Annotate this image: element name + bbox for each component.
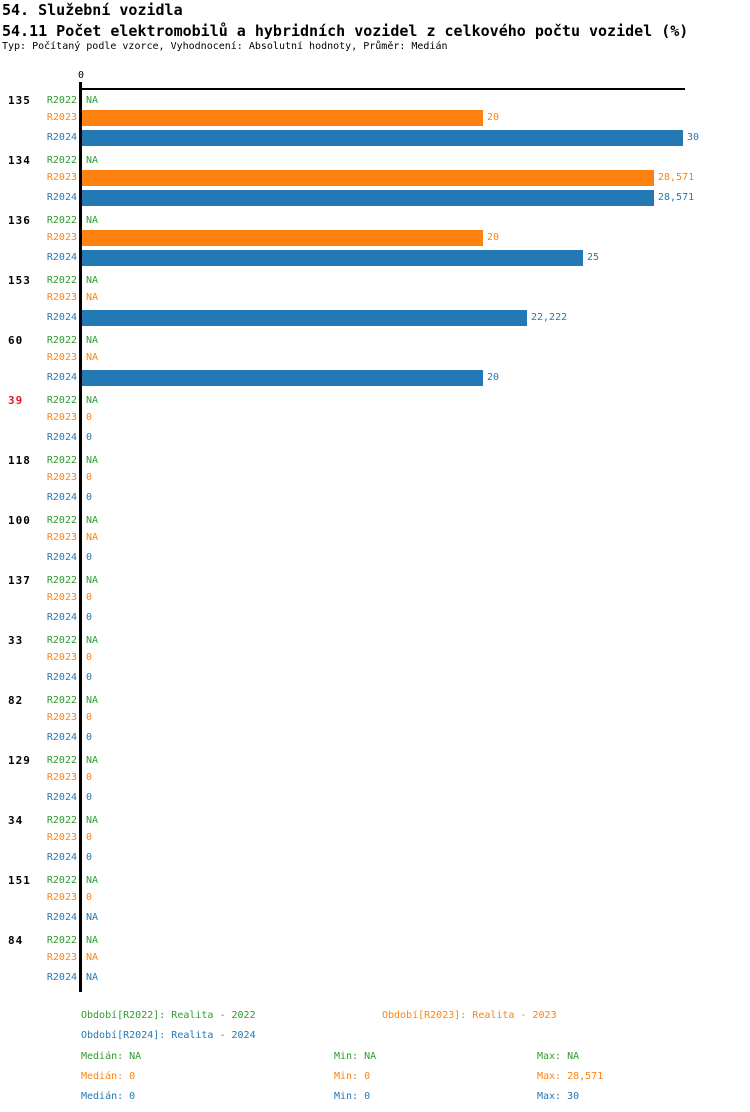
series-row-label: R2024: [46, 312, 77, 323]
bar-value-label: NA: [86, 455, 99, 466]
series-row-label: R2023: [46, 232, 77, 243]
stat-min-r2022: Min: NA: [334, 1051, 377, 1062]
series-row-label: R2023: [46, 112, 77, 123]
series-row-label: R2023: [46, 352, 77, 363]
page-title: 54. Služební vozidla: [2, 1, 183, 19]
series-row-label: R2023: [46, 712, 77, 723]
bar-value-label: 0: [86, 732, 93, 743]
bar-value-label: 0: [86, 792, 93, 803]
bar-groups-container: [0, 93, 750, 993]
bar-value-label: NA: [86, 335, 99, 346]
bar-r2024: [82, 130, 683, 146]
group-id-label: 136: [8, 214, 31, 227]
series-row-label: R2022: [46, 755, 77, 766]
series-row-label: R2024: [46, 552, 77, 563]
bar-value-label: 0: [86, 832, 93, 843]
series-row-label: R2024: [46, 912, 77, 923]
series-row-label: R2022: [46, 395, 77, 406]
group-id-label: 129: [8, 754, 31, 767]
series-row-label: R2022: [46, 95, 77, 106]
group-id-label: 137: [8, 574, 31, 587]
bar-value-label: NA: [86, 972, 99, 983]
group-id-label: 33: [8, 634, 24, 647]
bar-group: [0, 753, 750, 813]
bar-value-label: 22,222: [531, 312, 568, 323]
bar-r2023: [82, 110, 483, 126]
bar-value-label: 28,571: [658, 192, 695, 203]
bar-value-label: NA: [86, 395, 99, 406]
x-axis-tick-label-0: 0: [77, 70, 85, 81]
bar-value-label: 0: [86, 412, 93, 423]
bar-group: [0, 273, 750, 333]
bar-group: [0, 813, 750, 873]
series-row-label: R2023: [46, 472, 77, 483]
series-row-label: R2024: [46, 372, 77, 383]
series-row-label: R2022: [46, 335, 77, 346]
series-row-label: R2024: [46, 732, 77, 743]
bar-value-label: NA: [86, 155, 99, 166]
bar-value-label: NA: [86, 635, 99, 646]
series-row-label: R2022: [46, 515, 77, 526]
stat-median-r2024: Medián: 0: [81, 1091, 136, 1102]
bar-value-label: 0: [86, 892, 93, 903]
series-row-label: R2023: [46, 652, 77, 663]
bar-value-label: NA: [86, 292, 99, 303]
bar-value-label: NA: [86, 815, 99, 826]
stat-median-r2023: Medián: 0: [81, 1071, 136, 1082]
series-row-label: R2023: [46, 412, 77, 423]
bar-value-label: NA: [86, 95, 99, 106]
bar-value-label: 0: [86, 712, 93, 723]
series-row-label: R2024: [46, 852, 77, 863]
stat-min-r2023: Min: 0: [334, 1071, 371, 1082]
series-row-label: R2023: [46, 892, 77, 903]
series-row-label: R2023: [46, 292, 77, 303]
stat-min-r2024: Min: 0: [334, 1091, 371, 1102]
bar-value-label: 0: [86, 432, 93, 443]
bar-r2023: [82, 170, 654, 186]
series-row-label: R2023: [46, 592, 77, 603]
series-row-label: R2022: [46, 935, 77, 946]
group-id-label: 39: [8, 394, 24, 407]
bar-value-label: NA: [86, 215, 99, 226]
series-row-label: R2024: [46, 672, 77, 683]
series-row-label: R2022: [46, 275, 77, 286]
series-row-label: R2023: [46, 772, 77, 783]
bar-value-label: 0: [86, 672, 93, 683]
series-row-label: R2022: [46, 215, 77, 226]
chart-title: 54.11 Počet elektromobilů a hybridních vozidel z celkového počtu vozidel (%): [2, 22, 689, 40]
legend-r2024: Období[R2024]: Realita - 2024: [81, 1030, 256, 1041]
series-row-label: R2022: [46, 695, 77, 706]
series-row-label: R2022: [46, 575, 77, 586]
bar-value-label: 0: [86, 772, 93, 783]
bar-group: [0, 213, 750, 273]
bar-group: [0, 333, 750, 393]
bar-value-label: 0: [86, 552, 93, 563]
bar-r2024: [82, 190, 654, 206]
bar-value-label: 0: [86, 652, 93, 663]
bar-group: [0, 873, 750, 933]
series-row-label: R2024: [46, 492, 77, 503]
series-row-label: R2024: [46, 192, 77, 203]
bar-r2023: [82, 230, 483, 246]
group-id-label: 34: [8, 814, 24, 827]
bar-group: [0, 693, 750, 753]
group-id-label: 134: [8, 154, 31, 167]
bar-value-label: 25: [587, 252, 600, 263]
bar-value-label: NA: [86, 515, 99, 526]
bar-value-label: 0: [86, 472, 93, 483]
bar-value-label: 20: [487, 112, 500, 123]
chart-meta-line: Typ: Počítaný podle vzorce, Vyhodnocení: Absolutní hodnoty, Průměr: Medián: [2, 41, 448, 52]
bar-value-label: NA: [86, 275, 99, 286]
series-row-label: R2023: [46, 532, 77, 543]
series-row-label: R2023: [46, 172, 77, 183]
bar-value-label: NA: [86, 755, 99, 766]
bar-value-label: 20: [487, 232, 500, 243]
series-row-label: R2023: [46, 952, 77, 963]
bar-group: [0, 93, 750, 153]
bar-group: [0, 933, 750, 993]
group-id-label: 135: [8, 94, 31, 107]
bar-value-label: 0: [86, 612, 93, 623]
group-id-label: 60: [8, 334, 24, 347]
bar-value-label: 20: [487, 372, 500, 383]
group-id-label: 82: [8, 694, 24, 707]
bar-value-label: 0: [86, 852, 93, 863]
bar-r2024: [82, 250, 583, 266]
bar-r2024: [82, 370, 483, 386]
legend-r2023: Období[R2023]: Realita - 2023: [382, 1010, 557, 1021]
series-row-label: R2024: [46, 972, 77, 983]
bar-value-label: 28,571: [658, 172, 695, 183]
series-row-label: R2022: [46, 875, 77, 886]
bar-value-label: NA: [86, 875, 99, 886]
stat-max-r2024: Max: 30: [537, 1091, 580, 1102]
group-id-label: 118: [8, 454, 31, 467]
x-axis-line: [79, 88, 685, 90]
series-row-label: R2024: [46, 612, 77, 623]
series-row-label: R2022: [46, 455, 77, 466]
stat-max-r2022: Max: NA: [537, 1051, 580, 1062]
bar-value-label: NA: [86, 695, 99, 706]
bar-value-label: NA: [86, 952, 99, 963]
stat-median-r2022: Medián: NA: [81, 1051, 142, 1062]
legend-r2022: Období[R2022]: Realita - 2022: [81, 1010, 256, 1021]
bar-group: [0, 393, 750, 453]
group-id-label: 153: [8, 274, 31, 287]
bar-value-label: NA: [86, 912, 99, 923]
series-row-label: R2022: [46, 635, 77, 646]
series-row-label: R2022: [46, 815, 77, 826]
bar-value-label: NA: [86, 575, 99, 586]
series-row-label: R2023: [46, 832, 77, 843]
series-row-label: R2024: [46, 792, 77, 803]
bar-group: [0, 573, 750, 633]
bar-group: [0, 453, 750, 513]
series-row-label: R2024: [46, 132, 77, 143]
bar-value-label: 0: [86, 492, 93, 503]
bar-group: [0, 513, 750, 573]
bar-value-label: NA: [86, 935, 99, 946]
bar-value-label: NA: [86, 532, 99, 543]
bar-value-label: 30: [687, 132, 700, 143]
group-id-label: 100: [8, 514, 31, 527]
bar-value-label: 0: [86, 592, 93, 603]
series-row-label: R2024: [46, 432, 77, 443]
group-id-label: 84: [8, 934, 24, 947]
series-row-label: R2024: [46, 252, 77, 263]
bar-group: [0, 153, 750, 213]
series-row-label: R2022: [46, 155, 77, 166]
bar-r2024: [82, 310, 527, 326]
bar-group: [0, 633, 750, 693]
stat-max-r2023: Max: 28,571: [537, 1071, 604, 1082]
bar-value-label: NA: [86, 352, 99, 363]
group-id-label: 151: [8, 874, 31, 887]
